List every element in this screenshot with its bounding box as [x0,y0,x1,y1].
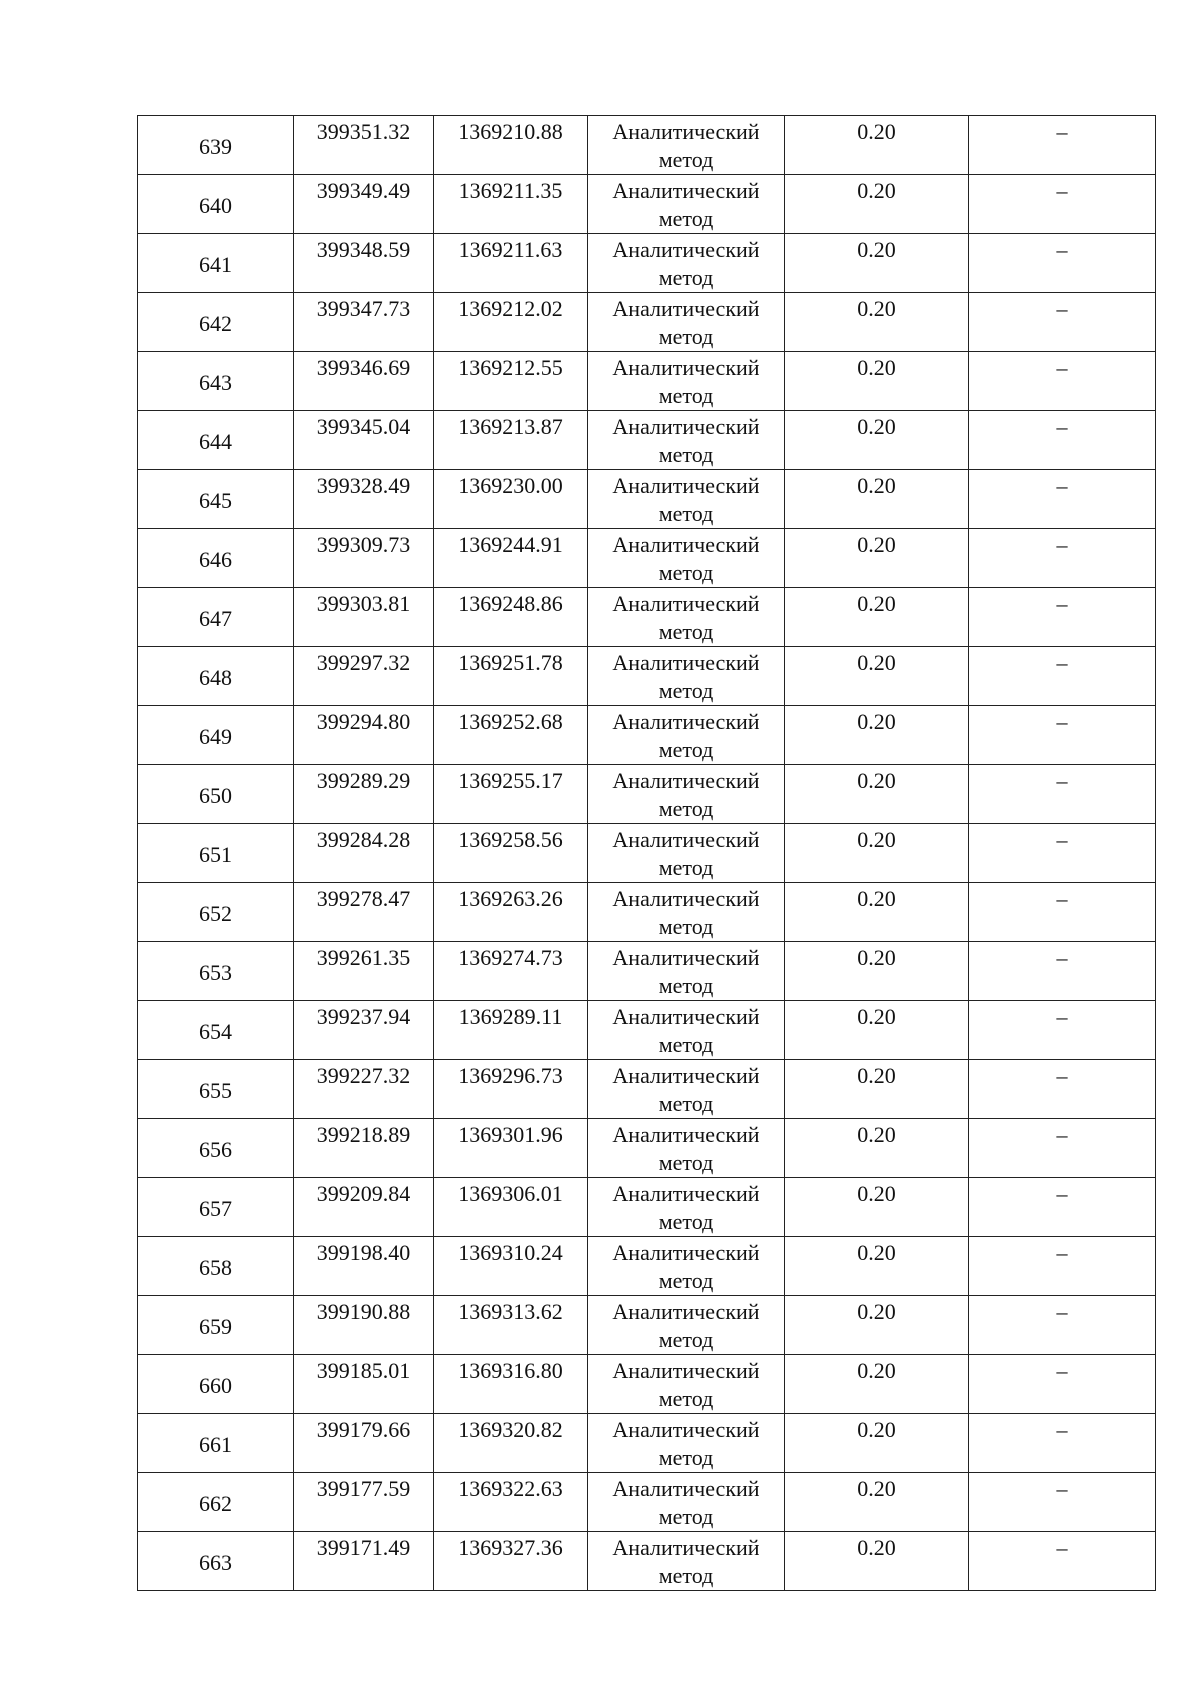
point-number-cell: 663 [138,1532,294,1591]
method-text-line: Аналитический [612,1299,760,1324]
note-cell: – [969,765,1156,824]
y-coordinate-cell: 1369289.11 [434,1001,588,1060]
table-row [138,647,1156,706]
method-text-line: Аналитический [612,355,760,380]
method-text-line: метод [658,796,714,821]
method-cell [588,706,785,765]
note-cell: – [969,1060,1156,1119]
accuracy-cell: 0.20 [785,116,969,175]
y-coordinate-cell: 1369313.62 [434,1296,588,1355]
point-number-cell: 644 [138,411,294,470]
accuracy-cell: 0.20 [785,588,969,647]
method-text-line: Аналитический [612,178,760,203]
x-coordinate-cell: 399346.69 [294,352,434,411]
method-cell [588,1532,785,1591]
y-coordinate-cell: 1369252.68 [434,706,588,765]
y-coordinate-cell: 1369322.63 [434,1473,588,1532]
accuracy-cell: 0.20 [785,1473,969,1532]
method-text-line: Аналитический [612,591,760,616]
note-cell: – [969,1414,1156,1473]
accuracy-cell: 0.20 [785,1119,969,1178]
y-coordinate-cell: 1369274.73 [434,942,588,1001]
x-coordinate-cell: 399347.73 [294,293,434,352]
accuracy-cell: 0.20 [785,1178,969,1237]
method-cell [588,116,785,175]
method-text-line: Аналитический [612,1476,760,1501]
y-coordinate-cell: 1369306.01 [434,1178,588,1237]
accuracy-cell: 0.20 [785,824,969,883]
method-text-line: метод [658,560,714,585]
accuracy-cell: 0.20 [785,765,969,824]
method-text-line: метод [658,147,714,172]
x-coordinate-cell: 399198.40 [294,1237,434,1296]
method-text-line: Аналитический [612,768,760,793]
method-cell [588,942,785,1001]
method-cell [588,824,785,883]
y-coordinate-cell: 1369211.35 [434,175,588,234]
x-coordinate-cell: 399278.47 [294,883,434,942]
note-cell: – [969,175,1156,234]
note-cell: – [969,411,1156,470]
accuracy-cell: 0.20 [785,706,969,765]
y-coordinate-cell: 1369255.17 [434,765,588,824]
method-cell [588,1473,785,1532]
accuracy-cell: 0.20 [785,352,969,411]
method-text-line: метод [658,619,714,644]
y-coordinate-cell: 1369212.02 [434,293,588,352]
method-text-line: Аналитический [612,1122,760,1147]
method-text-line: Аналитический [612,1063,760,1088]
method-text-line: метод [658,501,714,526]
note-cell: – [969,1296,1156,1355]
method-cell [588,883,785,942]
method-text-line: Аналитический [612,532,760,557]
x-coordinate-cell: 399179.66 [294,1414,434,1473]
method-text-line: метод [658,737,714,762]
method-text-line: Аналитический [612,1417,760,1442]
x-coordinate-cell: 399345.04 [294,411,434,470]
method-text-line: метод [658,206,714,231]
table-row [138,1473,1156,1532]
y-coordinate-cell: 1369316.80 [434,1355,588,1414]
y-coordinate-cell: 1369258.56 [434,824,588,883]
point-number-cell: 650 [138,765,294,824]
table-row [138,1178,1156,1237]
accuracy-cell: 0.20 [785,529,969,588]
point-number-cell: 652 [138,883,294,942]
table-row [138,1119,1156,1178]
accuracy-cell: 0.20 [785,1237,969,1296]
method-text-line: Аналитический [612,945,760,970]
method-cell [588,234,785,293]
method-text-line: метод [658,855,714,880]
method-cell [588,529,785,588]
y-coordinate-cell: 1369210.88 [434,116,588,175]
y-coordinate-cell: 1369251.78 [434,647,588,706]
x-coordinate-cell: 399309.73 [294,529,434,588]
method-text-line: метод [658,442,714,467]
table-row [138,824,1156,883]
y-coordinate-cell: 1369230.00 [434,470,588,529]
note-cell: – [969,293,1156,352]
method-text-line: Аналитический [612,1358,760,1383]
x-coordinate-cell: 399351.32 [294,116,434,175]
point-number-cell: 646 [138,529,294,588]
point-number-cell: 648 [138,647,294,706]
table-row [138,293,1156,352]
note-cell: – [969,942,1156,1001]
x-coordinate-cell: 399218.89 [294,1119,434,1178]
table-row [138,706,1156,765]
method-text-line: Аналитический [612,119,760,144]
x-coordinate-cell: 399190.88 [294,1296,434,1355]
method-text-line: Аналитический [612,414,760,439]
method-cell [588,175,785,234]
note-cell: – [969,1532,1156,1591]
method-text-line: метод [658,1209,714,1234]
accuracy-cell: 0.20 [785,470,969,529]
method-text-line: метод [658,383,714,408]
method-text-line: Аналитический [612,296,760,321]
y-coordinate-cell: 1369301.96 [434,1119,588,1178]
method-cell [588,1001,785,1060]
accuracy-cell: 0.20 [785,942,969,1001]
point-number-cell: 647 [138,588,294,647]
y-coordinate-cell: 1369263.26 [434,883,588,942]
table-row [138,411,1156,470]
accuracy-cell: 0.20 [785,647,969,706]
y-coordinate-cell: 1369244.91 [434,529,588,588]
point-number-cell: 651 [138,824,294,883]
method-text-line: Аналитический [612,709,760,734]
y-coordinate-cell: 1369212.55 [434,352,588,411]
note-cell: – [969,1178,1156,1237]
x-coordinate-cell: 399294.80 [294,706,434,765]
method-cell [588,1296,785,1355]
x-coordinate-cell: 399328.49 [294,470,434,529]
accuracy-cell: 0.20 [785,1355,969,1414]
method-text-line: Аналитический [612,650,760,675]
point-number-cell: 658 [138,1237,294,1296]
table-row [138,175,1156,234]
method-text-line: метод [658,1445,714,1470]
y-coordinate-cell: 1369320.82 [434,1414,588,1473]
note-cell: – [969,1119,1156,1178]
note-cell: – [969,588,1156,647]
method-text-line: метод [658,1150,714,1175]
accuracy-cell: 0.20 [785,1001,969,1060]
method-text-line: Аналитический [612,1181,760,1206]
accuracy-cell: 0.20 [785,234,969,293]
point-number-cell: 639 [138,116,294,175]
point-number-cell: 656 [138,1119,294,1178]
accuracy-cell: 0.20 [785,175,969,234]
point-number-cell: 657 [138,1178,294,1237]
method-text-line: Аналитический [612,827,760,852]
point-number-cell: 654 [138,1001,294,1060]
method-cell [588,647,785,706]
method-cell [588,1237,785,1296]
x-coordinate-cell: 399171.49 [294,1532,434,1591]
note-cell: – [969,824,1156,883]
method-text-line: метод [658,1091,714,1116]
method-text-line: метод [658,265,714,290]
method-cell [588,588,785,647]
method-text-line: метод [658,973,714,998]
method-text-line: метод [658,1386,714,1411]
table-row [138,1060,1156,1119]
method-text-line: метод [658,324,714,349]
note-cell: – [969,706,1156,765]
x-coordinate-cell: 399185.01 [294,1355,434,1414]
point-number-cell: 640 [138,175,294,234]
method-cell [588,1060,785,1119]
point-number-cell: 645 [138,470,294,529]
accuracy-cell: 0.20 [785,1532,969,1591]
method-text-line: Аналитический [612,1240,760,1265]
point-number-cell: 655 [138,1060,294,1119]
method-text-line: Аналитический [612,473,760,498]
x-coordinate-cell: 399261.35 [294,942,434,1001]
table-row [138,765,1156,824]
accuracy-cell: 0.20 [785,1296,969,1355]
y-coordinate-cell: 1369248.86 [434,588,588,647]
point-number-cell: 642 [138,293,294,352]
accuracy-cell: 0.20 [785,883,969,942]
note-cell: – [969,647,1156,706]
method-cell [588,1119,785,1178]
table-row [138,116,1156,175]
accuracy-cell: 0.20 [785,411,969,470]
coordinates-table-body [138,116,1156,1591]
x-coordinate-cell: 399284.28 [294,824,434,883]
method-text-line: метод [658,1032,714,1057]
point-number-cell: 659 [138,1296,294,1355]
method-text-line: метод [658,1563,714,1588]
note-cell: – [969,116,1156,175]
x-coordinate-cell: 399209.84 [294,1178,434,1237]
table-row [138,1001,1156,1060]
method-cell [588,411,785,470]
table-row [138,234,1156,293]
method-text-line: Аналитический [612,1004,760,1029]
table-row [138,529,1156,588]
note-cell: – [969,352,1156,411]
method-text-line: Аналитический [612,1535,760,1560]
method-text-line: Аналитический [612,886,760,911]
accuracy-cell: 0.20 [785,293,969,352]
table-row [138,1237,1156,1296]
method-cell [588,765,785,824]
method-cell [588,1355,785,1414]
note-cell: – [969,1001,1156,1060]
coordinates-table [137,115,1156,1591]
x-coordinate-cell: 399289.29 [294,765,434,824]
x-coordinate-cell: 399227.32 [294,1060,434,1119]
method-text-line: метод [658,1504,714,1529]
point-number-cell: 641 [138,234,294,293]
table-row [138,883,1156,942]
note-cell: – [969,1355,1156,1414]
note-cell: – [969,234,1156,293]
accuracy-cell: 0.20 [785,1060,969,1119]
method-cell [588,293,785,352]
x-coordinate-cell: 399349.49 [294,175,434,234]
y-coordinate-cell: 1369327.36 [434,1532,588,1591]
x-coordinate-cell: 399237.94 [294,1001,434,1060]
accuracy-cell: 0.20 [785,1414,969,1473]
y-coordinate-cell: 1369310.24 [434,1237,588,1296]
x-coordinate-cell: 399303.81 [294,588,434,647]
method-text-line: Аналитический [612,237,760,262]
table-row [138,1355,1156,1414]
method-cell [588,470,785,529]
point-number-cell: 661 [138,1414,294,1473]
table-row [138,1296,1156,1355]
point-number-cell: 643 [138,352,294,411]
method-cell [588,1414,785,1473]
note-cell: – [969,1237,1156,1296]
note-cell: – [969,883,1156,942]
table-row [138,588,1156,647]
method-text-line: метод [658,1327,714,1352]
point-number-cell: 662 [138,1473,294,1532]
x-coordinate-cell: 399297.32 [294,647,434,706]
table-row [138,942,1156,1001]
y-coordinate-cell: 1369296.73 [434,1060,588,1119]
table-row [138,470,1156,529]
note-cell: – [969,1473,1156,1532]
method-text-line: метод [658,914,714,939]
x-coordinate-cell: 399177.59 [294,1473,434,1532]
y-coordinate-cell: 1369213.87 [434,411,588,470]
table-row [138,352,1156,411]
note-cell: – [969,529,1156,588]
point-number-cell: 660 [138,1355,294,1414]
y-coordinate-cell: 1369211.63 [434,234,588,293]
table-row [138,1414,1156,1473]
method-cell [588,352,785,411]
x-coordinate-cell: 399348.59 [294,234,434,293]
table-row [138,1532,1156,1591]
method-text-line: метод [658,678,714,703]
note-cell: – [969,470,1156,529]
point-number-cell: 649 [138,706,294,765]
point-number-cell: 653 [138,942,294,1001]
method-text-line: метод [658,1268,714,1293]
method-cell [588,1178,785,1237]
